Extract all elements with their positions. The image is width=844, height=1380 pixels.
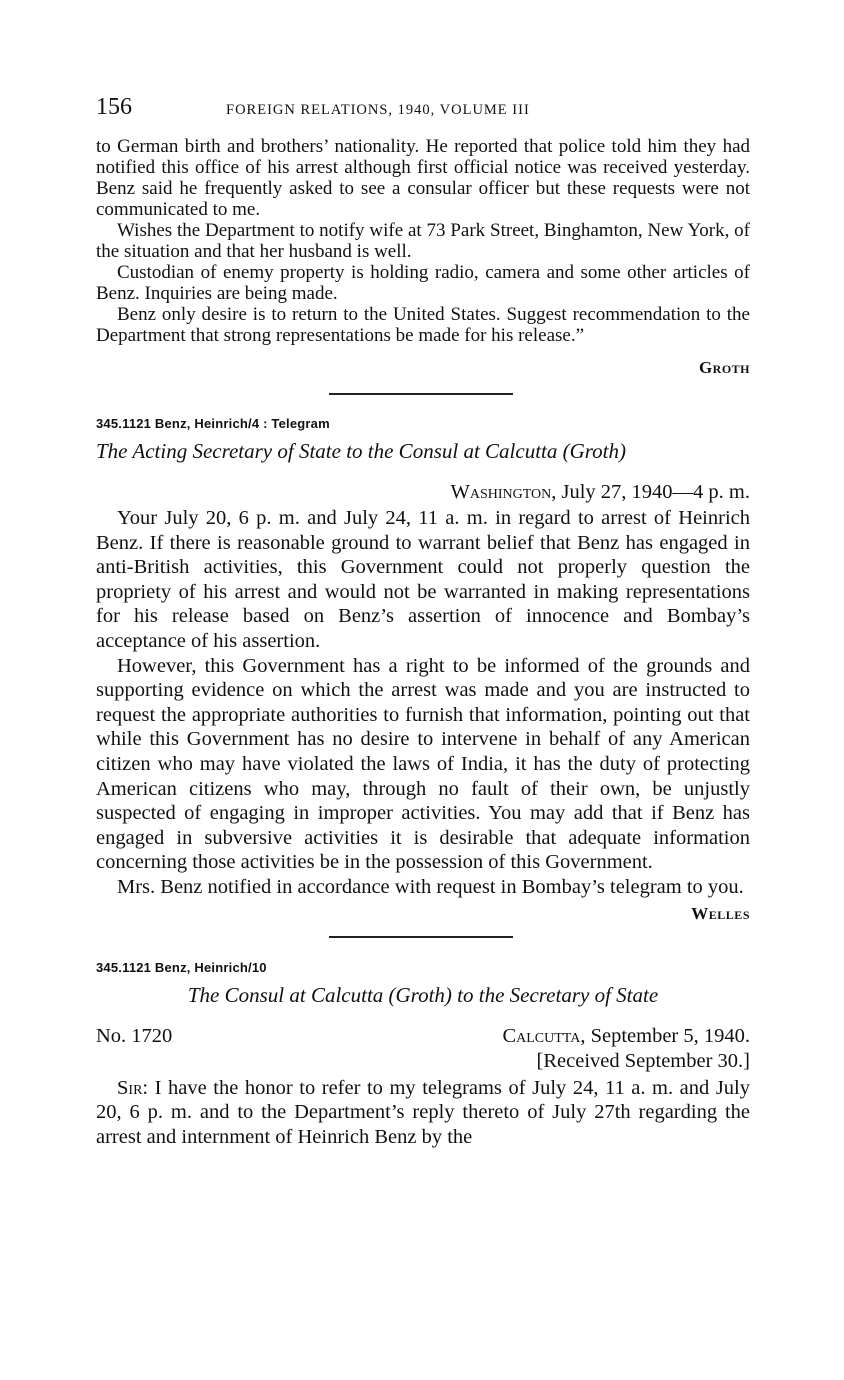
file-reference: 345.1121 Benz, Heinrich/10: [96, 959, 267, 975]
paragraph: Mrs. Benz notified in accordance with request in Bombay’s telegram to you.: [117, 875, 744, 898]
page-number: 156: [96, 94, 132, 120]
paragraph: Benz only desire is to return to the United States. Suggest recommendation to the Department that strong representations be made for his release.”: [96, 304, 750, 346]
dateline: [96, 481, 750, 504]
paragraph: Wishes the Department to notify wife at 73 Park Street, Binghamton, New York, of the situation and that her husband is well.: [96, 220, 750, 262]
dateline-date: July 27, 1940—4 p. m.: [556, 481, 750, 503]
document-despatch: [96, 960, 750, 1150]
dateline-place: Calcutta,: [502, 1024, 586, 1047]
continuation-section: [96, 136, 750, 378]
document-page: [96, 94, 750, 1149]
signature: Welles: [691, 903, 750, 923]
salutation: Sir:: [117, 1076, 149, 1099]
paragraph: [96, 1076, 750, 1150]
received-date: [Received September 30.]: [536, 1049, 750, 1072]
paragraph: Your July 20, 6 p. m. and July 24, 11 a. m. in regard to arrest of Heinrich Benz. If there is reasonable ground to warrant belief that Benz has engaged in anti-British activities, this Government could not properly question the propriety of his arrest and would not be warranted in making representations for his release based on Benz’s assertion of innocence and Bombay’s acceptance of his assertion.: [96, 507, 750, 652]
document-telegram: [96, 416, 750, 924]
paragraph: to German birth and brothers’ nationality. He reported that police told him they had notified this office of his arrest although first official notice was received yesterday. Benz said he frequently asked to see a consular officer but these requests were not communicated to me.: [96, 136, 750, 220]
dateline: [502, 1024, 750, 1049]
running-head: FOREIGN RELATIONS, 1940, VOLUME III: [226, 102, 530, 118]
paragraph-text: I have the honor to refer to my telegrams of July 24, 11 a. m. and July 20, 6 p. m. and to the Department’s reply thereto of July 27th regarding the arrest and internment of Heinrich Benz by the: [96, 1076, 750, 1148]
despatch-number: No. 1720: [96, 1024, 173, 1047]
document-title: The Acting Secretary of State to the Consul at Calcutta (Groth): [96, 439, 626, 463]
despatch-heading: [96, 1024, 750, 1049]
document-title: The Consul at Calcutta (Groth) to the Secretary of State: [187, 982, 659, 1007]
signature: Groth: [698, 358, 750, 377]
paragraph: Custodian of enemy property is holding radio, camera and some other articles of Benz. Inquiries are being made.: [96, 262, 750, 304]
dateline-place: Washington,: [450, 481, 557, 503]
section-divider: [329, 936, 513, 938]
page-header: [96, 94, 750, 126]
file-reference: 345.1121 Benz, Heinrich/4 : Telegram: [96, 416, 330, 431]
section-divider: [329, 393, 513, 395]
dateline-date: September 5, 1940.: [585, 1024, 750, 1047]
paragraph: However, this Government has a right to be informed of the grounds and supporting evidence on which the arrest was made and you are instructed to request the appropriate authorities to furnish that information, pointing out that while this Government has no desire to intervene in behalf of any American citizen who may have violated the laws of India, it has the duty of protecting American citizens who may, through no fault of their own, be unjustly suspected of engaging in improper activities. You may add that if Benz has engaged in subversive activities it is desirable that adequate information concerning those activities be in the possession of this Government.: [96, 654, 750, 874]
